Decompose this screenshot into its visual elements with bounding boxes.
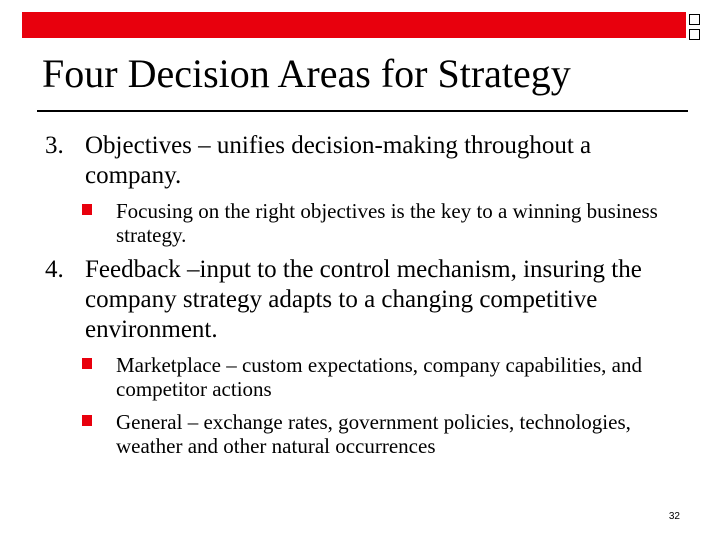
square-bullet-icon: [82, 415, 92, 426]
item-text: Objectives – unifies decision-making throughout a company.: [85, 132, 592, 189]
square-bullet-icon: [82, 358, 92, 369]
square-bullet-icon: [82, 204, 92, 215]
item-number: 4.: [45, 256, 64, 283]
sub-bullet-text: Marketplace – custom expectations, company capabilities, and competitor actions: [116, 353, 642, 401]
sub-bullet: [82, 410, 682, 458]
item-text: Feedback –input to the control mechanism, insuring the company strategy adapts to a changing competitive environment.: [85, 256, 642, 343]
decorative-square-bottom: [689, 29, 700, 40]
numbered-item-3: [45, 131, 685, 191]
header-red-bar: [22, 12, 686, 38]
sub-bullet-text: Focusing on the right objectives is the key to a winning business strategy.: [116, 199, 658, 247]
slide-title: Four Decision Areas for Strategy: [42, 51, 571, 96]
decorative-square-top: [689, 14, 700, 25]
sub-bullet: [82, 199, 682, 247]
page-number: 32: [668, 511, 680, 522]
sub-bullet: [82, 353, 682, 401]
numbered-item-4: [45, 255, 685, 345]
item-number: 3.: [45, 132, 64, 159]
title-underline: [37, 110, 688, 112]
sub-bullet-text: General – exchange rates, government policies, technologies, weather and other natural occurrences: [116, 410, 631, 458]
